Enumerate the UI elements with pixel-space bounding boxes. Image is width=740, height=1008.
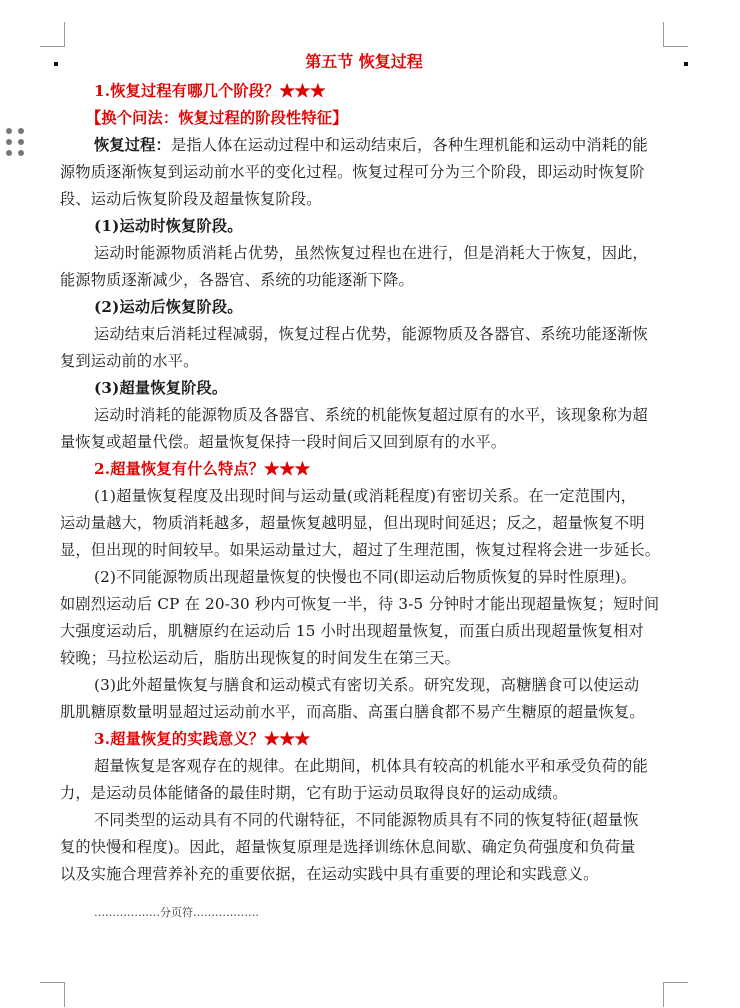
definition-line: 段、运动后恢复阶段及超量恢复阶段。 [60, 190, 322, 208]
q2-paragraph-3: (3)此外超量恢复与膳食和运动模式有密切关系。研究发现，高糖膳食可以使运动 [94, 676, 640, 694]
q3-paragraph-2: 不同类型的运动具有不同的代谢特征，不同能源物质具有不同的恢复特征(超量恢 [94, 811, 639, 829]
question-2-heading: 2.超量恢复有什么特点？★★★ [94, 460, 311, 478]
definition-line: 恢复过程：是指人体在运动过程中和运动结束后，各种生理机能和运动中消耗的能 [94, 136, 648, 154]
stage-1-text: 运动时能源物质消耗占优势，虽然恢复过程也在进行，但是消耗大于恢复，因此， [94, 244, 648, 262]
q2-paragraph-2: 大强度运动后，肌糖原约在运动后 15 小时出现超量恢复，而蛋白质出现超量恢复相对 [60, 622, 644, 640]
question-3-heading: 3.超量恢复的实践意义？★★★ [94, 730, 311, 748]
crop-mark-top-right [663, 22, 688, 47]
q3-paragraph-2: 复的快慢和程度)。因此，超量恢复原理是选择训练休息间歇、确定负荷强度和负荷量 [60, 838, 636, 856]
stage-2-text: 复到运动前的水平。 [60, 352, 199, 370]
stage-3-text: 运动时消耗的能源物质及各器官、系统的机能恢复超过原有的水平，该现象称为超 [94, 406, 648, 424]
stage-3-text: 量恢复或超量代偿。超量恢复保持一段时间后又回到原有的水平。 [60, 433, 507, 451]
section-title: 第五节 恢复过程 [305, 52, 423, 71]
stage-1-text: 能源物质逐渐减少，各器官、系统的功能逐渐下降。 [60, 271, 414, 289]
page-break-marker: ………………分页符……………… [94, 906, 259, 919]
star-rating-icon: ★★★ [264, 730, 311, 748]
drag-handle-icon[interactable] [6, 128, 26, 158]
crop-mark-top-left [40, 22, 65, 47]
stage-2-text: 运动结束后消耗过程减弱，恢复过程占优势，能源物质及各器官、系统功能逐渐恢 [94, 325, 648, 343]
q3-paragraph-1: 力，是运动员体能储备的最佳时期，它有助于运动员取得良好的运动成绩。 [60, 784, 568, 802]
document-page [60, 46, 668, 938]
q2-paragraph-1: 运动量越大，物质消耗越多，超量恢复越明显，但出现时间延迟；反之，超量恢复不明 [60, 514, 645, 532]
definition-line: 源物质逐渐恢复到运动前水平的变化过程。恢复过程可分为三个阶段，即运动时恢复阶 [60, 163, 645, 181]
crop-mark-bottom-left [40, 982, 65, 1007]
star-rating-icon: ★★★ [264, 460, 311, 478]
q3-paragraph-2: 以及实施合理营养补充的重要依据，在运动实践中具有重要的理论和实践意义。 [60, 865, 599, 883]
q3-paragraph-1: 超量恢复是客观存在的规律。在此期间，机体具有较高的机能水平和承受负荷的能 [94, 757, 648, 775]
margin-dot-left [54, 62, 58, 66]
question-1-heading: 1.恢复过程有哪几个阶段？★★★ [94, 82, 326, 100]
q2-paragraph-3: 肌肌糖原数量明显超过运动前水平，而高脂、高蛋白膳食都不易产生糖原的超量恢复。 [60, 703, 645, 721]
alternate-phrasing: 【换个问法：恢复过程的阶段性特征】 [86, 109, 348, 127]
margin-dot-right [684, 62, 688, 66]
q2-paragraph-2: 如剧烈运动后 CP 在 20-30 秒内可恢复一半，待 3-5 分钟时才能出现超量恢复；短时间 [60, 595, 660, 613]
stage-3-label: (3)超量恢复阶段。 [94, 379, 228, 397]
q2-paragraph-2: (2)不同能源物质出现超量恢复的快慢也不同(即运动后物质恢复的异时性原理)。 [94, 568, 637, 586]
stage-2-label: (2)运动后恢复阶段。 [94, 298, 243, 316]
definition-term: 恢复过程： [94, 136, 171, 154]
crop-mark-bottom-right [663, 982, 688, 1007]
star-rating-icon: ★★★ [279, 82, 326, 100]
stage-1-label: (1)运动时恢复阶段。 [94, 217, 243, 235]
q2-paragraph-1: 显，但出现的时间较早。如果运动量过大，超过了生理范围，恢复过程将会进一步延长。 [60, 541, 661, 559]
q2-paragraph-1: (1)超量恢复程度及出现时间与运动量(或消耗程度)有密切关系。在一定范围内， [94, 487, 637, 505]
q2-paragraph-2: 较晚；马拉松运动后，脂肪出现恢复的时间发生在第三天。 [60, 649, 461, 667]
